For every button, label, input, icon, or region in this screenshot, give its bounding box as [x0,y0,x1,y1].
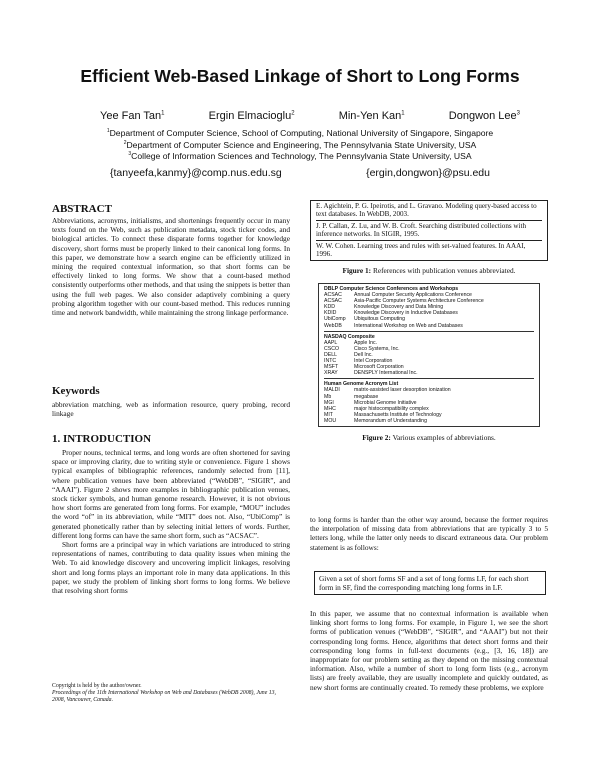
author: Dongwon Lee$^3$ [448,110,520,122]
keywords-heading: Keywords [52,385,100,397]
table-row: Mb megabase [324,393,379,400]
table-group: Human Genome Acronym List MALDI matrix-assisted laser desorption ionization Mb megabase MGI Microbial Genome Initiative MHC major histocompatibility complex MIT Massachusetts Institute of Technology MOU Memorandum of Understanding [324,378,534,424]
email-list [110,167,490,179]
affiliation: $^3$College of Information Sciences and Technology, The Pennsylvania State University, USA [128,151,472,161]
abstract-text: Abbreviations, acronyms, initialisms, and shortenings frequently occur in many texts found on the Web, such as publication metadata, stock ticker codes, and biological articles. To connect these disparate forms together for knowledge discovery, short forms must be properly linked to their canonical long forms. In this paper, we demonstrate how a search engine can be efficiently utilized in mining the required contextual information, so that short forms can be effectively linked to long forms. We show that a count-based method consistently outperforms other methods, and that using the snippets is better than using the full web pages. We also consider adaptively combining a query probing algorithm together with our count-based method. This reduces running time and network bandwidth, while maintaining the strong linkage performance. [52,216,290,318]
affiliation: $^1$Department of Computer Science, School of Computing, National University of Singapore, Singapore [106,128,494,138]
abstract-heading: ABSTRACT [52,203,112,215]
table-row: INTC Intel Corporation [324,358,393,365]
table-row: MALDI matrix-assisted laser desorption ionization [324,387,451,394]
table-row: MHC major histocompatibility complex [324,405,429,412]
author: Min-Yen Kan$^1$ [338,110,405,122]
table-row: ACSAC Annual Computer Security Applications Conference [324,292,472,299]
paragraph: Short forms are a principal way in which variations are introduced to string representations of names, contributing to data quality issues when mining the Web. To aid knowledge discovery and uncovering implicit linkages, resolving short and long forms plays an important role in many data applications. In this paper, we study the problem of linking short forms to long forms. We believe that resolving short forms [52,540,290,596]
table-row: MOU Memorandum of Understanding [324,417,427,424]
author: Yee Fan Tan$^1$ [100,110,165,122]
table-group: NASDAQ Composite AAPL Apple Inc. CSCO Cisco Systems, Inc. DELL Dell Inc. INTC Intel Corporation MSFT Microsoft Corporation XRAY DENSPLY International Inc. [324,331,534,377]
figure-2 [318,283,540,442]
table-row: CSCO Cisco Systems, Inc. [324,345,400,352]
problem-statement-box: Given a set of short forms SF and a set of long forms LF, for each short form in SF, find the corresponding matching long forms in LF. [314,571,546,595]
reference-entry: W. W. Cohen. Learning trees and rules with set-valued features. In AAAI, 1996. [316,241,526,259]
table-row: AAPL Apple Inc. [324,339,378,346]
table-row: KDID Knowledge Discovery in Inductive Databases [324,310,458,317]
keywords-text: abbreviation matching, web as information resource, query probing, record linkage [52,400,290,419]
introduction-text [52,448,290,595]
table-row: WebDB International Workshop on Web and Databases [324,322,463,329]
author: Ergin Elmacioglu$^2$ [208,110,295,122]
body-text: to long forms is harder than the other way around, because the former requires the interpolation of missing data from abbreviations that are typically 3 to 5 letters long, while the latter only needs to discard extraneous data. Our problem statement is as follows: [310,515,548,552]
table-row: MSFT Microsoft Corporation [324,364,404,371]
reference-entry: E. Agichtein, P. G. Ipeirotis, and L. Gravano. Modeling query-based access to text databases. In WebDB, 2003. [316,201,542,221]
table-group: DBLP Computer Science Conferences and Workshops ACSAC Annual Computer Security Applications Conference ACSAC Asia-Pacific Computer Systems Architecture Conference KDD Knowledge Discovery and Data Mining KDID Knowledge Discovery in Inductive Databases UbiComp Ubiquitous Computing WebDB International Workshop on Web and Databases [324,286,534,329]
affiliation: $^2$Department of Computer Science and Engineering, The Pennsylvania State University, USA [123,140,477,150]
copyright-notice: Copyright is held by the author/owner. Proceedings of the 11th International Workshop on Web and Databases (WebDB 2008), June 13, 2008, Vancouver, Canada. [52,683,276,703]
email: {ergin,dongwon}@psu.edu [366,167,490,179]
table-row: MGI Microbial Genome Initiative [324,399,417,406]
author-list [100,110,520,122]
reference-entry: J. P. Callan, Z. Lu, and W. B. Croft. Searching distributed collections with inference networks. In SIGIR, 1995. [316,221,542,241]
figure-1-caption: Figure 1: References with publication venues abbreviated. [342,266,516,276]
reference-box [310,200,548,261]
body-text: In this paper, we assume that no contextual information is available when linking short forms to long forms. For example, in Figure 1, we see the short forms of publication venues (“WebDB”, “SIGIR”, and “AAAI”) but not their corresponding long forms. Hence, algorithms that detect short forms and their corresponding long forms in full-text documents (e.g., [3, 16, 18]) are inappropriate for our problem setting as they depend on the missing contextual information. Also, while a number of short to long form lists (e.g., acronym lists) are freely available, they are usually incomplete and quickly outdated, as new short forms are continually created. To remedy these problems, we explore [310,609,548,692]
figure-1 [310,200,548,275]
table-row: XRAY DENSPLY International Inc. [324,370,418,377]
figure-2-caption: Figure 2: Various examples of abbreviations. [362,432,496,442]
email: {tanyeefa,kanmy}@comp.nus.edu.sg [110,167,282,179]
paragraph: Proper nouns, technical terms, and long words are often shortened for saving space or improving clarity, due to writing style or convenience. Figure 1 shows typical examples of bibliographic references, randomly selected from [11], where publication venues have been abbreviated (“WebDB”, “SIGIR”, and “AAAI”). Figure 2 shows more examples in bibliographic publication venues, stock ticker symbols, and human genome research. However, it is not obvious how short forms are generated from long forms. For example, “MOU” includes the word “of” in its abbreviation, while “MIT” does not. Also, “UbiComp” is generated phonetically rather than by selecting initial letters of words. Further, different long forms can have the same short form, such as “ACSAC”. [52,448,290,540]
abbreviation-table [318,283,540,427]
table-row: DELL Dell Inc. [324,351,373,358]
table-row: ACSAC Asia-Pacific Computer Systems Architecture Conference [324,298,484,305]
table-row: MIT Massachusetts Institute of Technology [324,411,442,418]
table-row: KDD Knowledge Discovery and Data Mining [324,304,444,311]
paper-title: Efficient Web-Based Linkage of Short to Long Forms [80,66,520,86]
introduction-heading: 1. INTRODUCTION [52,433,152,445]
table-row: UbiComp Ubiquitous Computing [324,316,406,323]
